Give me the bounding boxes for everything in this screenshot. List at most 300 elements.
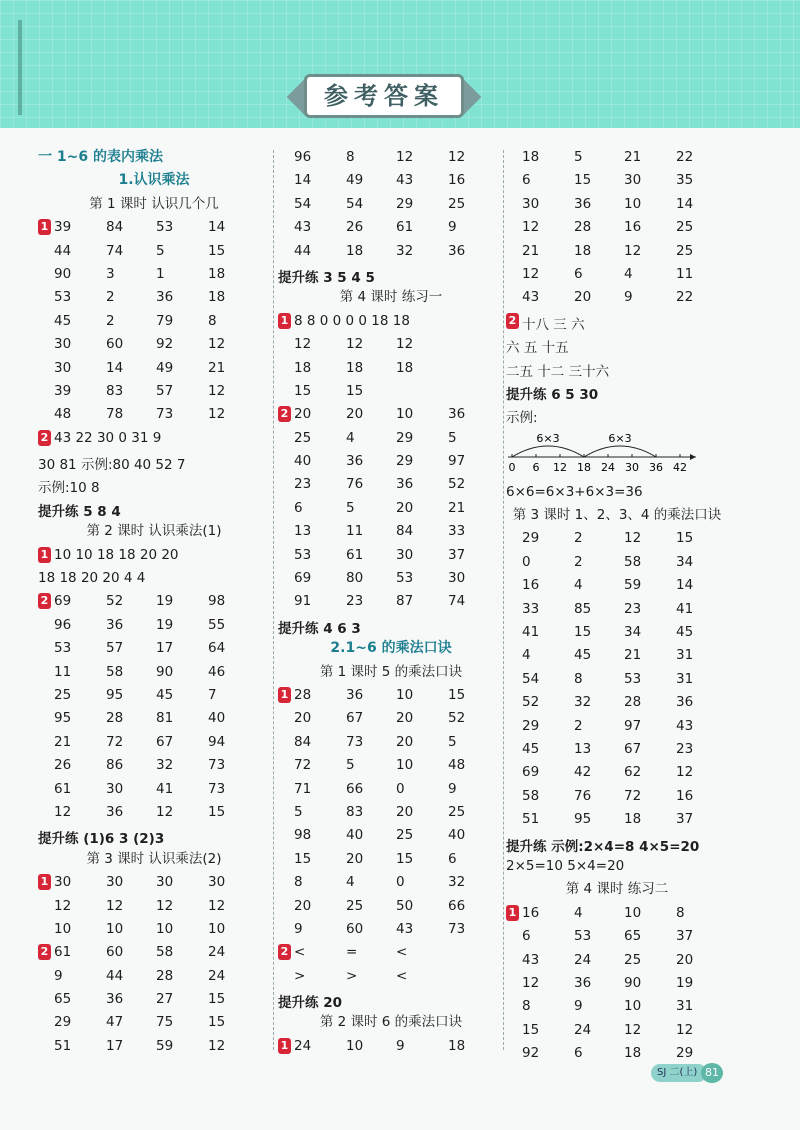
answer-value: 74	[448, 593, 466, 610]
answer-value: 29	[522, 717, 540, 734]
answer-value: 69	[294, 570, 312, 587]
answer-value: 8	[346, 149, 355, 165]
answer-value: 64	[208, 640, 226, 657]
answer-value: 5	[346, 499, 355, 516]
answer-value: 53	[624, 670, 642, 687]
answer-value: 13	[294, 523, 312, 540]
answer-text: 示例:10 8	[38, 480, 100, 497]
answer-row	[278, 778, 504, 801]
answer-value: 6	[448, 850, 457, 867]
answer-row	[278, 801, 504, 824]
answer-value: 96	[294, 149, 312, 165]
number-line-diagram	[506, 427, 728, 481]
tick-label: 24	[601, 460, 615, 474]
answer-value: 31	[676, 670, 694, 687]
answer-value: 12	[346, 336, 364, 353]
answer-row	[38, 871, 270, 894]
answer-value: 24	[574, 951, 592, 968]
answer-row	[278, 520, 504, 543]
answer-value: 10	[624, 998, 642, 1015]
number-line	[506, 427, 706, 481]
answer-value: 14	[676, 577, 694, 594]
answer-value: 15	[346, 382, 364, 399]
answer-value: 20	[396, 803, 414, 820]
answer-value: 18	[522, 149, 540, 165]
answer-value: 9	[54, 967, 63, 984]
answer-row	[506, 551, 728, 574]
answer-row	[278, 567, 504, 590]
answer-value: 33	[448, 523, 466, 540]
answer-value: 29	[522, 530, 540, 547]
answer-column-1	[38, 146, 270, 1058]
answer-row	[38, 590, 270, 613]
answer-value: 9	[448, 219, 457, 236]
answer-row	[278, 707, 504, 730]
answer-value: 80	[346, 570, 364, 587]
answer-value: 73	[208, 757, 226, 774]
answer-value: 53	[574, 928, 592, 945]
answer-value: 6	[522, 172, 531, 189]
page-header	[0, 0, 800, 128]
question-number-badge: 1	[506, 905, 519, 921]
answer-row	[38, 941, 270, 964]
lesson-heading: 第 2 课时 认识乘法(1)	[86, 523, 222, 540]
answer-text: 2×5=10 5×4=20	[506, 857, 625, 874]
answer-value: 25	[676, 219, 694, 236]
answer-text: 30 81 示例:80 40 52 7	[38, 457, 186, 474]
answer-value: 83	[346, 803, 364, 820]
answer-value: 4	[574, 577, 583, 594]
answer-value: 10	[396, 757, 414, 774]
answer-value: 22	[676, 289, 694, 306]
answer-value: 15	[676, 530, 694, 547]
question-number-badge: 1	[38, 547, 51, 563]
answer-value: 84	[396, 523, 414, 540]
answer-value: 32	[574, 694, 592, 711]
lesson-heading: 第 2 课时 6 的乘法口诀	[319, 1014, 463, 1031]
answer-value: 4	[346, 429, 355, 446]
answer-value: 28	[294, 686, 312, 703]
answer-value: 5	[156, 242, 165, 259]
tick-label: 42	[673, 460, 687, 474]
answer-value: =	[346, 944, 358, 961]
answer-value: <	[294, 944, 306, 961]
answer-value: 52	[448, 710, 466, 727]
edition-label: SJ 二(上)	[651, 1064, 707, 1082]
answer-row	[506, 925, 728, 948]
answer-value: 53	[156, 219, 174, 236]
question-number-badge: 1	[278, 1038, 291, 1054]
answer-value: 43	[294, 219, 312, 236]
answer-value: 67	[624, 740, 642, 757]
answer-value: 85	[574, 600, 592, 617]
answer-value: 30	[624, 172, 642, 189]
tick-label: 0	[508, 460, 516, 474]
answer-value: 22	[676, 149, 694, 165]
answer-value: 60	[346, 920, 364, 937]
answer-value: 12	[396, 149, 414, 165]
answer-value: 30	[106, 780, 124, 797]
answer-value: 18	[624, 811, 642, 828]
answer-value: 25	[346, 897, 364, 914]
answer-value: 2	[106, 289, 115, 306]
answer-value: 54	[294, 195, 312, 212]
answer-row	[506, 902, 728, 925]
answer-value: 60	[106, 944, 124, 961]
answer-value: 18	[346, 359, 364, 376]
answer-value: 69	[522, 764, 540, 781]
answer-line	[38, 544, 270, 567]
answer-value: 16	[676, 787, 694, 804]
answer-line	[278, 263, 504, 286]
answer-value: 13	[574, 740, 592, 757]
answer-value: 10	[346, 1037, 364, 1054]
tick-label: 6	[532, 460, 540, 474]
answer-value: 10	[624, 904, 642, 921]
answer-value: 36	[396, 476, 414, 493]
answer-value: 95	[106, 686, 124, 703]
lesson-heading: 第 4 课时 练习一	[339, 289, 443, 306]
answer-value: 12	[624, 1021, 642, 1038]
answer-value: 15	[208, 803, 226, 820]
lesson-heading: 第 3 课时 1、2、3、4 的乘法口诀	[512, 507, 722, 524]
answer-value: 57	[106, 640, 124, 657]
answer-value: 44	[294, 242, 312, 259]
answer-value: 17	[156, 640, 174, 657]
answer-text: 示例:	[506, 410, 538, 427]
answer-value: 83	[106, 382, 124, 399]
answer-row	[506, 574, 728, 597]
answer-text: 6×6=6×3+6×3=36	[506, 483, 643, 500]
question-number-badge: 2	[38, 593, 51, 609]
answer-value: 37	[676, 811, 694, 828]
answer-line	[506, 380, 728, 403]
question-number-badge: 2	[38, 430, 51, 446]
answer-column-3	[506, 146, 728, 1065]
answer-value: 35	[676, 172, 694, 189]
answer-line	[506, 832, 728, 855]
answer-value: 3	[106, 265, 115, 282]
answer-value: 95	[574, 811, 592, 828]
answer-value: 62	[624, 764, 642, 781]
answer-row	[278, 544, 504, 567]
page-title: 参考答案	[324, 82, 444, 110]
answer-value: 51	[54, 1037, 72, 1054]
answer-value: 21	[448, 499, 466, 516]
answer-value: 8	[208, 312, 217, 329]
answer-row	[278, 473, 504, 496]
answer-row	[38, 310, 270, 333]
answer-value: 48	[448, 757, 466, 774]
answer-value: 30	[396, 546, 414, 563]
answer-value: 90	[54, 265, 72, 282]
answer-value: 2	[106, 312, 115, 329]
answer-value: 72	[106, 733, 124, 750]
answer-value: 19	[156, 616, 174, 633]
answer-value: 61	[396, 219, 414, 236]
answer-value: 4	[624, 265, 633, 282]
answer-row	[38, 895, 270, 918]
answer-row	[506, 527, 728, 550]
answer-value: 30	[54, 874, 72, 891]
answer-value: 8	[522, 998, 531, 1015]
answer-value: 72	[294, 757, 312, 774]
answer-value: 27	[156, 991, 174, 1008]
answer-value: 12	[106, 897, 124, 914]
answer-value: 12	[624, 530, 642, 547]
answer-row	[278, 754, 504, 777]
answer-text: 二五 十二 三十六	[506, 363, 610, 380]
answer-value: 21	[624, 149, 642, 165]
answer-value: 18	[346, 242, 364, 259]
arc-label: 6×3	[608, 431, 632, 445]
answer-value: 66	[448, 897, 466, 914]
answer-value: 18	[448, 1037, 466, 1054]
answer-value: 40	[294, 453, 312, 470]
answer-value: 12	[396, 336, 414, 353]
answer-value: 30	[156, 874, 174, 891]
answer-value: 36	[574, 195, 592, 212]
answer-value: 28	[156, 967, 174, 984]
answer-row	[38, 684, 270, 707]
answer-row	[278, 403, 504, 426]
answer-row	[278, 824, 504, 847]
answer-value: 11	[54, 663, 72, 680]
lesson-heading: 第 3 课时 认识乘法(2)	[86, 850, 222, 867]
answer-value: 12	[448, 149, 466, 165]
answer-value: 24	[208, 944, 226, 961]
answer-value: 57	[156, 382, 174, 399]
answer-value: 6	[522, 928, 531, 945]
answer-value: 4	[522, 647, 531, 664]
answer-row	[506, 169, 728, 192]
answer-value: 43	[676, 717, 694, 734]
answer-value: 10	[106, 920, 124, 937]
answer-value: 16	[522, 577, 540, 594]
jump-arc	[584, 446, 656, 457]
answer-value: 20	[294, 710, 312, 727]
answer-line	[38, 450, 270, 473]
answer-value: 1	[156, 265, 165, 282]
answer-text: 提升练 5 8 4	[38, 503, 121, 520]
answer-row	[506, 738, 728, 761]
answer-value: 58	[106, 663, 124, 680]
answer-value: 37	[448, 546, 466, 563]
answer-value: 79	[156, 312, 174, 329]
answer-value: 20	[294, 897, 312, 914]
answer-value: 29	[396, 429, 414, 446]
answer-value: 45	[676, 624, 694, 641]
answer-row	[38, 801, 270, 824]
answer-value: 6	[574, 1045, 583, 1062]
answer-row	[278, 941, 504, 964]
answer-value: 9	[624, 289, 633, 306]
answer-value: 15	[208, 242, 226, 259]
answer-line	[506, 403, 728, 426]
answer-value: 10	[54, 920, 72, 937]
answer-value: 5	[294, 803, 303, 820]
answer-value: 41	[156, 780, 174, 797]
answer-row	[278, 918, 504, 941]
answer-value: 12	[156, 897, 174, 914]
answer-row	[278, 333, 504, 356]
answer-column-2	[278, 146, 504, 1058]
answer-value: 12	[208, 897, 226, 914]
answer-value: 61	[54, 780, 72, 797]
answer-value: 33	[522, 600, 540, 617]
answer-value: 49	[156, 359, 174, 376]
answer-value: 72	[624, 787, 642, 804]
answer-value: 18	[208, 265, 226, 282]
answer-value: 32	[396, 242, 414, 259]
arc-label: 6×3	[536, 431, 560, 445]
answer-value: 15	[294, 850, 312, 867]
answer-value: 49	[346, 172, 364, 189]
answer-value: 50	[396, 897, 414, 914]
answer-value: 73	[346, 733, 364, 750]
answer-value: 73	[448, 920, 466, 937]
answer-row	[506, 808, 728, 831]
answer-value: 65	[54, 991, 72, 1008]
answer-value: 41	[676, 600, 694, 617]
answer-row	[278, 731, 504, 754]
question-number-badge: 2	[506, 313, 519, 329]
answer-value: 30	[54, 359, 72, 376]
answer-line	[506, 357, 728, 380]
answer-value: 11	[676, 265, 694, 282]
answer-value: 16	[624, 219, 642, 236]
answer-value: 98	[294, 827, 312, 844]
answer-row	[506, 668, 728, 691]
answer-value: 97	[624, 717, 642, 734]
answer-value: 12	[208, 1037, 226, 1054]
answer-text: 18 18 20 20 4 4	[38, 570, 146, 587]
answer-value: 96	[54, 616, 72, 633]
answer-text: 提升练 (1)6 3 (2)3	[38, 831, 165, 848]
answer-row	[38, 778, 270, 801]
answer-row	[278, 590, 504, 613]
answer-value: 51	[522, 811, 540, 828]
answer-value: 58	[156, 944, 174, 961]
answer-row	[278, 169, 504, 192]
answer-value: 25	[676, 242, 694, 259]
answer-line	[38, 427, 270, 450]
answer-value: 25	[448, 803, 466, 820]
answer-value: 29	[54, 1014, 72, 1031]
answer-value: 76	[346, 476, 364, 493]
answer-row	[506, 1042, 728, 1065]
answer-value: 34	[676, 553, 694, 570]
answer-value: 20	[574, 289, 592, 306]
answer-line	[278, 988, 504, 1011]
answer-value: 36	[574, 974, 592, 991]
answer-value: 67	[156, 733, 174, 750]
answer-row	[278, 848, 504, 871]
answer-value: 54	[346, 195, 364, 212]
answer-value: 25	[448, 195, 466, 212]
page-footer	[651, 1063, 723, 1083]
answer-value: 15	[396, 850, 414, 867]
answer-value: 16	[522, 904, 540, 921]
answer-line	[38, 497, 270, 520]
answer-value: 5	[346, 757, 355, 774]
answer-value: 23	[624, 600, 642, 617]
answer-row	[278, 146, 504, 169]
section-heading: 1.认识乘法	[118, 172, 190, 189]
answer-row	[38, 707, 270, 730]
answer-text: 提升练 6 5 30	[506, 386, 599, 403]
answer-value: 31	[676, 998, 694, 1015]
answer-value: 90	[156, 663, 174, 680]
answer-value: 25	[624, 951, 642, 968]
answer-value: 46	[208, 663, 226, 680]
page-number: 81	[701, 1063, 723, 1083]
answer-value: 8	[574, 670, 583, 687]
answer-value: 52	[448, 476, 466, 493]
answer-value: 69	[54, 593, 72, 610]
answer-value: 40	[208, 710, 226, 727]
answer-row	[506, 995, 728, 1018]
answer-value: 30	[448, 570, 466, 587]
answer-value: 59	[156, 1037, 174, 1054]
answer-value: 23	[294, 476, 312, 493]
answer-value: 45	[54, 312, 72, 329]
answer-row	[506, 216, 728, 239]
answer-row	[506, 240, 728, 263]
answer-row	[38, 1035, 270, 1058]
question-number-badge: 1	[38, 874, 51, 890]
answer-value: 7	[208, 686, 217, 703]
tick-label: 12	[553, 460, 567, 474]
tick-label: 18	[577, 460, 591, 474]
answer-value: 76	[574, 787, 592, 804]
answer-value: 12	[624, 242, 642, 259]
answer-value: 30	[54, 336, 72, 353]
question-number-badge: 1	[278, 687, 291, 703]
answer-value: 20	[676, 951, 694, 968]
answer-row	[506, 598, 728, 621]
answer-value: 9	[574, 998, 583, 1015]
answer-row	[38, 333, 270, 356]
answer-value: 66	[346, 780, 364, 797]
answer-value: 37	[676, 928, 694, 945]
answer-value: 20	[346, 850, 364, 867]
answer-row	[38, 988, 270, 1011]
lesson-heading: 第 1 课时 认识几个几	[89, 195, 219, 212]
answer-value: 12	[208, 336, 226, 353]
answer-value: 53	[294, 546, 312, 563]
answer-value: 53	[54, 640, 72, 657]
answer-value: 9	[294, 920, 303, 937]
answer-value: 87	[396, 593, 414, 610]
answer-value: 0	[396, 874, 405, 891]
answer-value: <	[396, 944, 408, 961]
answer-row	[278, 240, 504, 263]
answer-value: 6	[294, 499, 303, 516]
answer-value: 36	[106, 803, 124, 820]
answer-value: 4	[346, 874, 355, 891]
question-number-badge: 2	[38, 944, 51, 960]
question-number-badge: 2	[278, 406, 291, 422]
answer-value: 47	[106, 1014, 124, 1031]
answer-row	[38, 286, 270, 309]
answer-value: 91	[294, 593, 312, 610]
answer-value: 21	[522, 242, 540, 259]
tick-label: 36	[649, 460, 663, 474]
answer-value: 19	[676, 974, 694, 991]
answer-row	[278, 965, 504, 988]
answer-text: 十八 三 六	[522, 316, 585, 333]
